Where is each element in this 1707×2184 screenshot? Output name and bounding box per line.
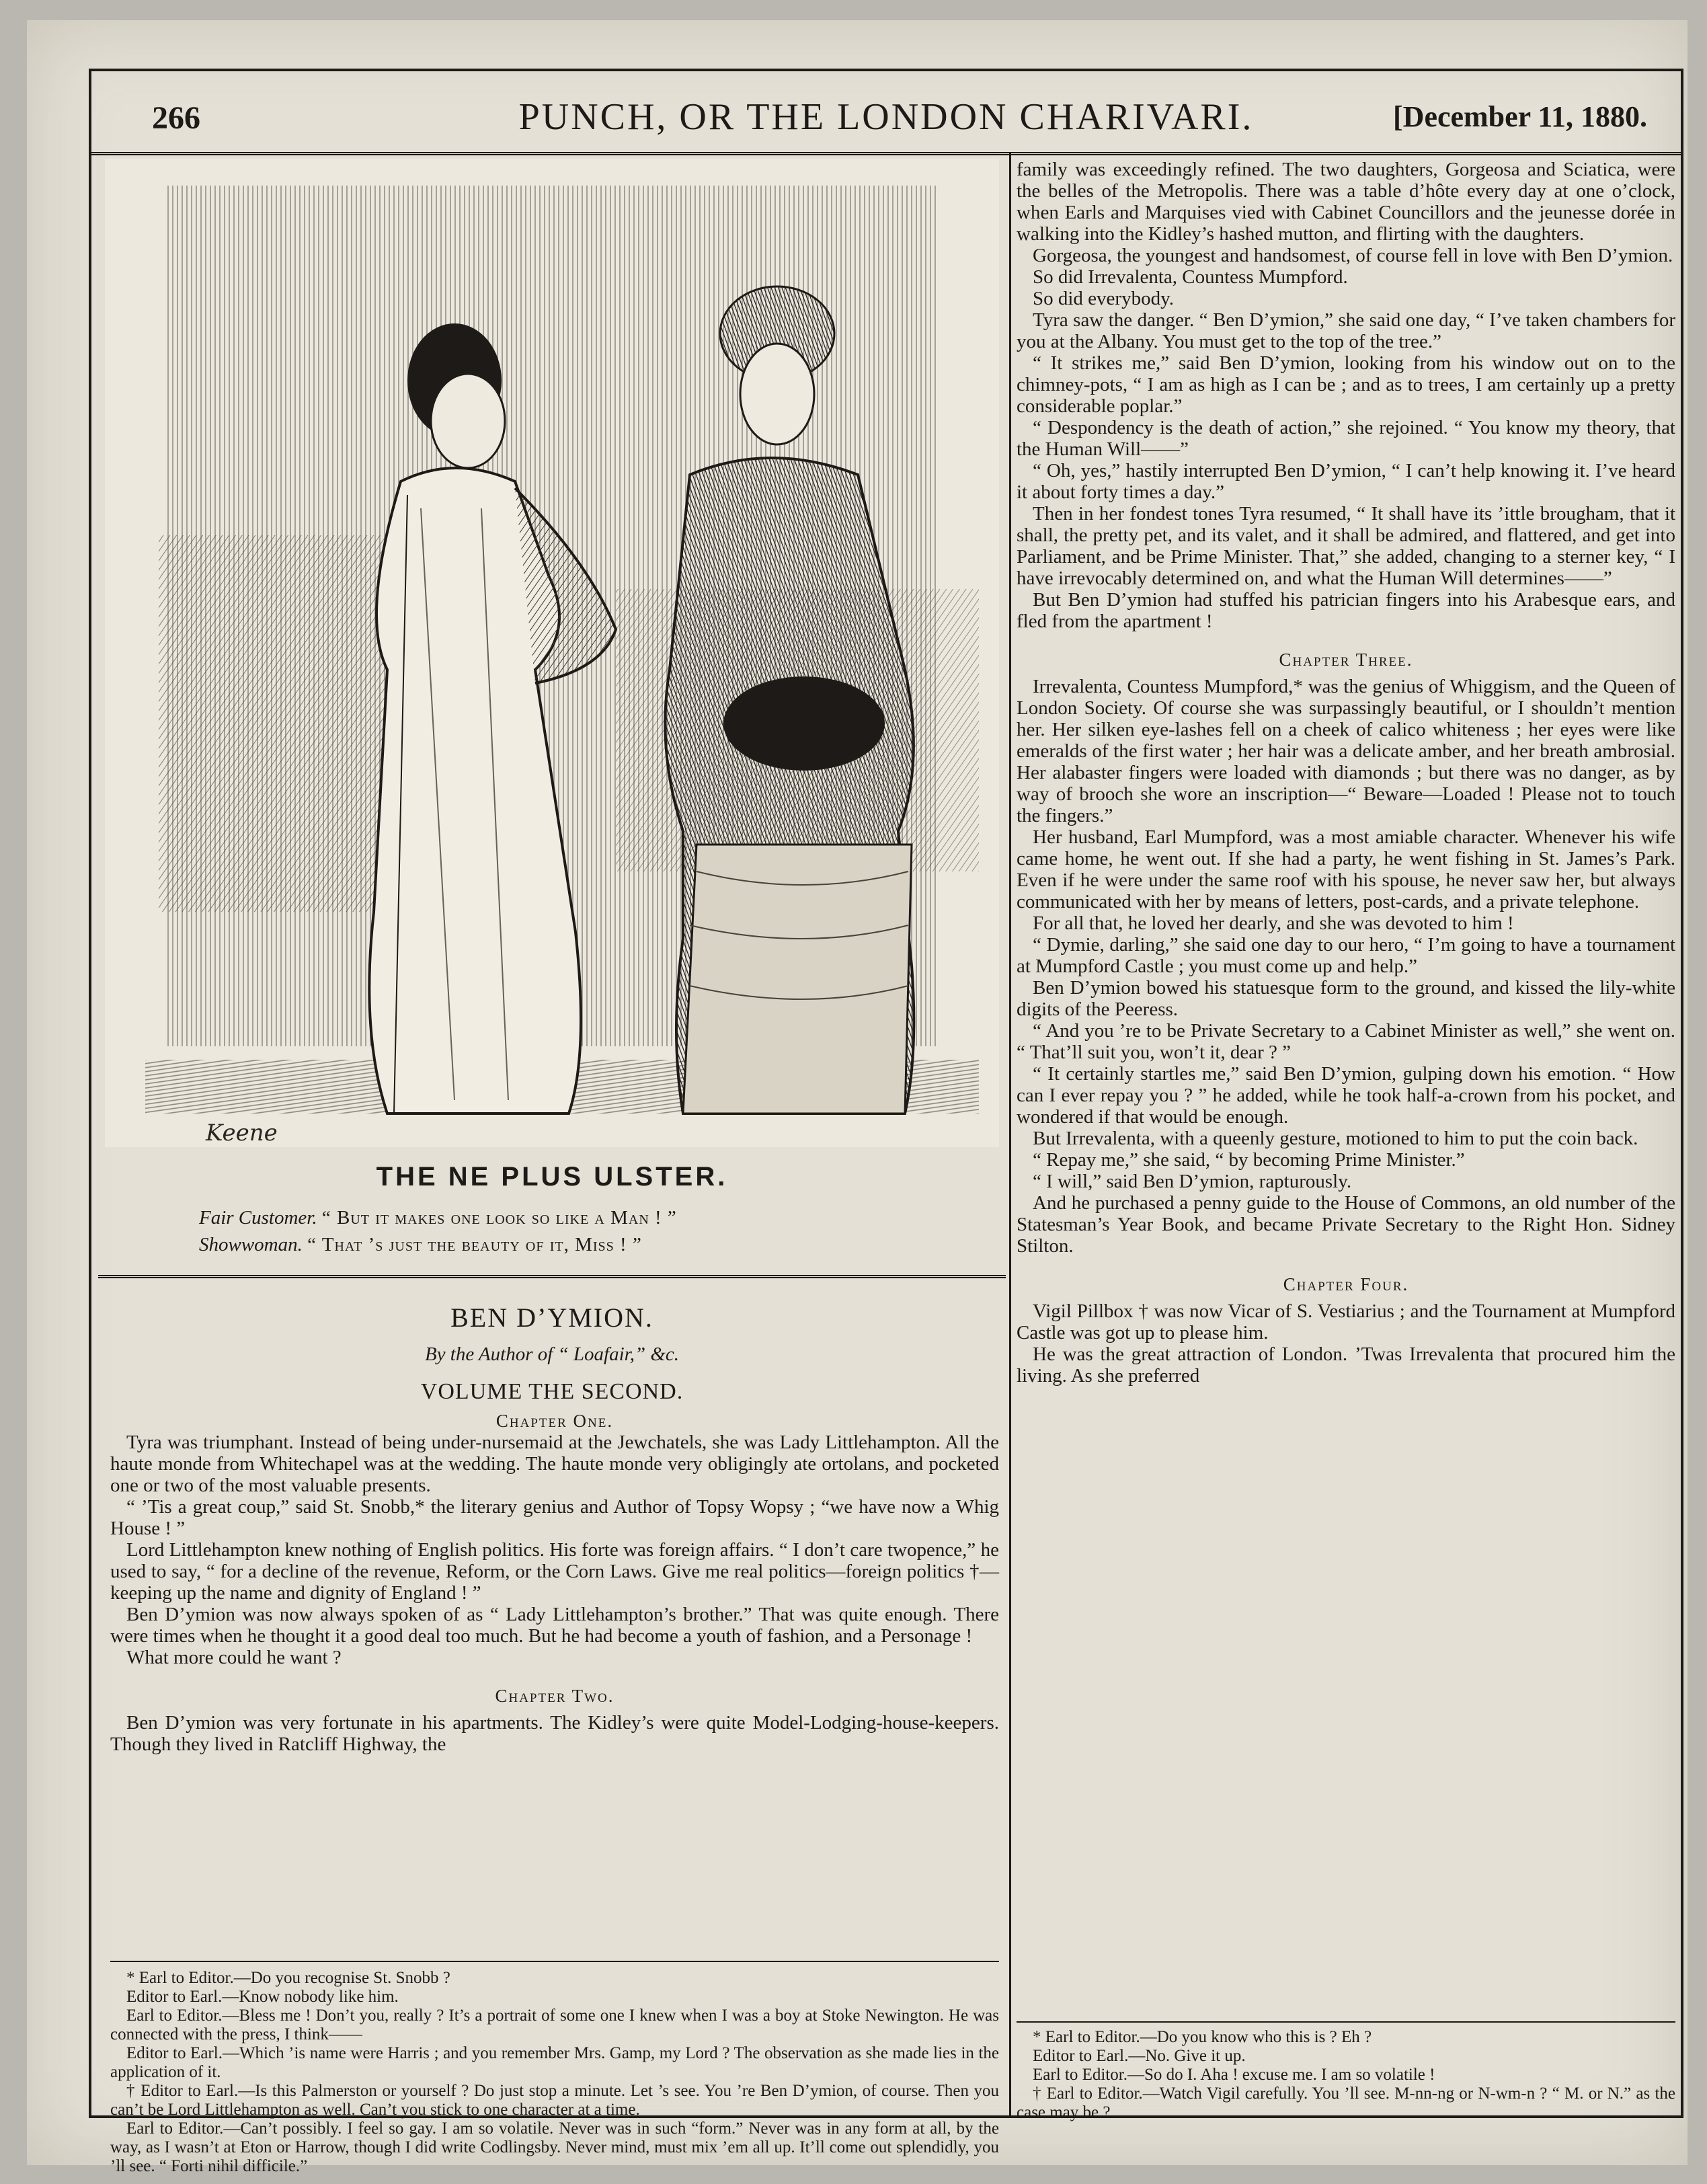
- footnote: Earl to Editor.—So do I. Aha ! excuse me. I am so volatile !: [1033, 2066, 1435, 2084]
- caption-quote: “ That ’s just the beauty of it, Miss ! ”: [307, 1234, 642, 1255]
- volume-heading: VOLUME THE SECOND.: [420, 1379, 684, 1404]
- right-footnotes: [1017, 2021, 1675, 2122]
- cartoon-title: THE NE PLUS ULSTER.: [376, 1162, 728, 1192]
- paragraph: “ It certainly startles me,” said Ben D’ymion, gulping down his emotion. “ How can I ever repay you ? ” he added, while he took half-a-crown from his pocket, and wondered if that would be enough.: [1017, 1063, 1675, 1128]
- paragraph: Ben D’ymion was now always spoken of as “ Lady Littlehampton’s brother.” That was quite enough. There were times when he thought it a good deal too much. But he had become a youth of fashion, and a Personage !: [110, 1604, 999, 1647]
- journal-title: PUNCH, OR THE LONDON CHARIVARI.: [518, 96, 1254, 138]
- paragraph: Her husband, Earl Mumpford, was a most amiable character. Whenever his wife came home, he went out. If she had a party, he went fishing in St. James’s Park. Even if he were under the same roof with his spouse, he never saw her, but always communicated with her by means of letters, post-cards, and a private telephone.: [1017, 826, 1675, 912]
- footnote: * Earl to Editor.—Do you recognise St. Snobb ?: [126, 1969, 450, 1987]
- masthead: [91, 71, 1681, 155]
- cartoon-caption: [199, 1204, 992, 1258]
- caption-quote: “ But it makes one look so like a Man ! ”: [321, 1207, 677, 1228]
- paragraph: But Ben D’ymion had stuffed his patrician fingers into his Arabesque ears, and fled from the apartment !: [1017, 589, 1675, 632]
- chapter-heading: Chapter One.: [495, 1411, 614, 1431]
- footnote: Editor to Earl.—Which ’is name were Harris ; and you remember Mrs. Gamp, my Lord ? The observation as she made lies in the application of it.: [110, 2044, 999, 2081]
- left-story-text: [110, 1411, 999, 1755]
- paragraph: What more could he want ?: [126, 1647, 342, 1668]
- paragraph: “ Oh, yes,” hastily interrupted Ben D’ymion, “ I can’t help knowing it. I’ve heard it about forty times a day.”: [1017, 460, 1675, 503]
- paragraph: Vigil Pillbox † was now Vicar of S. Vestiarius ; and the Tournament at Mumpford Castle was got up to please him.: [1017, 1300, 1675, 1343]
- caption-line: [199, 1231, 992, 1258]
- story-byline: By the Author of “ Loafair,” &c.: [424, 1343, 680, 1365]
- paragraph: Irrevalenta, Countess Mumpford,* was the genius of Whiggism, and the Queen of London Society. Of course she was surpassingly beautiful, or I shouldn’t mention her. Her silken eye-lashes fell on a cheek of calico whiteness ; her eyes were like emeralds of the first water ; her hair was a delicate amber, and her breath ambrosial. Her alabaster fingers were loaded with diamonds ; but there was no danger, as by way of brooch she wore an inscription—“ Beware—Loaded ! Please not to touch the fingers.”: [1017, 676, 1675, 826]
- paragraph: Gorgeosa, the youngest and handsomest, of course fell in love with Ben D’ymion.: [1033, 245, 1673, 266]
- paragraph: Tyra saw the danger. “ Ben D’ymion,” she said one day, “ I’ve taken chambers for you at the Albany. You must get to the top of the tree.”: [1017, 309, 1675, 352]
- paragraph: “ And you ’re to be Private Secretary to a Cabinet Minister as well,” she went on. “ That’ll suit you, won’t it, dear ? ”: [1017, 1020, 1675, 1063]
- cartoon-drawing: [105, 159, 999, 1147]
- chapter-heading: Chapter Three.: [1279, 650, 1413, 670]
- chapter-heading: Chapter Two.: [495, 1686, 614, 1706]
- left-footnotes: [110, 1961, 999, 2176]
- paragraph: family was exceedingly refined. The two daughters, Gorgeosa and Sciatica, were the belles of the Metropolis. There was a table d’hôte every day at one o’clock, when Earls and Marquises vied with Cabinet Councillors and the jeunesse dorée in walking into the Kidley’s hashed mutton, and flirting with the daughters.: [1017, 159, 1675, 245]
- story-title: BEN D’YMION.: [450, 1302, 653, 1333]
- footnote: † Editor to Earl.—Is this Palmerston or yourself ? Do just stop a minute. Let ’s see. You ’re Ben D’ymion, of course. Then you can’t be Lord Littlehampton as well. Can’t you stick to one character at a time.: [110, 2082, 999, 2119]
- cartoon-rule: [98, 1275, 1006, 1278]
- paragraph: “ Despondency is the death of action,” she rejoined. “ You know my theory, that the Human Will——”: [1017, 417, 1675, 460]
- right-story-text: [1017, 159, 1675, 1387]
- paragraph: Lord Littlehampton knew nothing of English politics. His forte was foreign affairs. “ I don’t care twopence,” he used to say, “ for a decline of the revenue, Reform, or the Corn Laws. Give me real politics—foreign politics †—keeping up the name and dignity of England ! ”: [110, 1539, 999, 1604]
- footnote: Editor to Earl.—Know nobody like him.: [126, 1988, 399, 2006]
- paragraph: Ben D’ymion bowed his statuesque form to the ground, and kissed the lily-white digits of the Peeress.: [1017, 977, 1675, 1020]
- paragraph: So did everybody.: [1033, 288, 1174, 309]
- paragraph: “ I will,” said Ben D’ymion, rapturously.: [1033, 1171, 1352, 1192]
- paragraph: “ It strikes me,” said Ben D’ymion, looking from his window out on to the chimney-pots, “ I am as high as I can be ; and as to trees, I am certainly up a pretty considerable poplar.”: [1017, 352, 1675, 417]
- chapter-heading: Chapter Four.: [1283, 1274, 1409, 1294]
- paragraph: And he purchased a penny guide to the House of Commons, an old number of the Statesman’s Year Book, and became Private Secretary to the Right Hon. Sidney Stilton.: [1017, 1192, 1675, 1257]
- footnote: * Earl to Editor.—Do you know who this is ? Eh ?: [1033, 2028, 1372, 2046]
- paragraph: “ Dymie, darling,” she said one day to our hero, “ I’m going to have a tournament at Mumpford Castle ; you must come up and help.”: [1017, 934, 1675, 977]
- caption-line: [199, 1204, 992, 1231]
- page: [27, 20, 1688, 2175]
- artist-signature: Keene: [206, 1120, 278, 1146]
- caption-speaker: Fair Customer.: [199, 1207, 317, 1228]
- footnote: † Earl to Editor.—Watch Vigil carefully. You ’ll see. M-nn-ng or N-wm-n ? “ M. or N.” as the case may be ?: [1017, 2084, 1675, 2121]
- paragraph: Ben D’ymion was very fortunate in his apartments. The Kidley’s were quite Model-Lodging-house-keepers. Though they lived in Ratcliff Highway, the: [110, 1712, 999, 1755]
- paragraph: Tyra was triumphant. Instead of being under-nursemaid at the Jewchatels, she was Lady Littlehampton. All the haute monde from Whitechapel was at the wedding. The haute monde very obligingly ate ortolans, and pocketed one or two of the most valuable presents.: [110, 1432, 999, 1496]
- footnote: Earl to Editor.—Bless me ! Don’t you, really ? It’s a portrait of some one I knew when I was a boy at Stoke Newington. He was connected with the press, I think——: [110, 2006, 999, 2043]
- page-frame: [89, 69, 1683, 2175]
- footnote: Editor to Earl.—No. Give it up.: [1033, 2047, 1246, 2065]
- paragraph: For all that, he loved her dearly, and she was devoted to him !: [1033, 912, 1514, 934]
- issue-date: [December 11, 1880.: [1393, 100, 1647, 133]
- paragraph: He was the great attraction of London. ’Twas Irrevalenta that procured him the living. As she preferred: [1017, 1343, 1675, 1387]
- footnote: Earl to Editor.—Can’t possibly. I feel so gay. I am so volatile. Never was in such “form.” Never was in any form at all, by the way, as I wasn’t at Eton or Harrow, though I did write Codlingsby. Never mind, must mix ’em all up. It’ll come out splendidly, you ’ll see. “ Forti nihil difficile.”: [110, 2119, 999, 2175]
- cartoon-illustration: [105, 159, 999, 1147]
- paragraph: “ ’Tis a great coup,” said St. Snobb,* the literary genius and Author of Topsy Wopsy ; “we have now a Whig House ! ”: [110, 1496, 999, 1539]
- column-divider: [1009, 152, 1011, 2115]
- paragraph: But Irrevalenta, with a queenly gesture, motioned to him to put the coin back.: [1033, 1128, 1638, 1149]
- left-column: [98, 159, 1006, 2175]
- caption-speaker: Showwoman.: [199, 1234, 303, 1255]
- paragraph: So did Irrevalenta, Countess Mumpford.: [1033, 266, 1348, 288]
- page-number: 266: [152, 100, 200, 136]
- paragraph: Then in her fondest tones Tyra resumed, “ It shall have its ’ittle brougham, that it shall, the pretty pet, and its valet, and it shall be admired, and flattered, and get into Parliament, and be Prime Minister. That,” she added, changing to a sterner key, “ I have irrevocably determined on, and what the Human Will determines——”: [1017, 503, 1675, 589]
- paragraph: “ Repay me,” she said, “ by becoming Prime Minister.”: [1033, 1149, 1465, 1171]
